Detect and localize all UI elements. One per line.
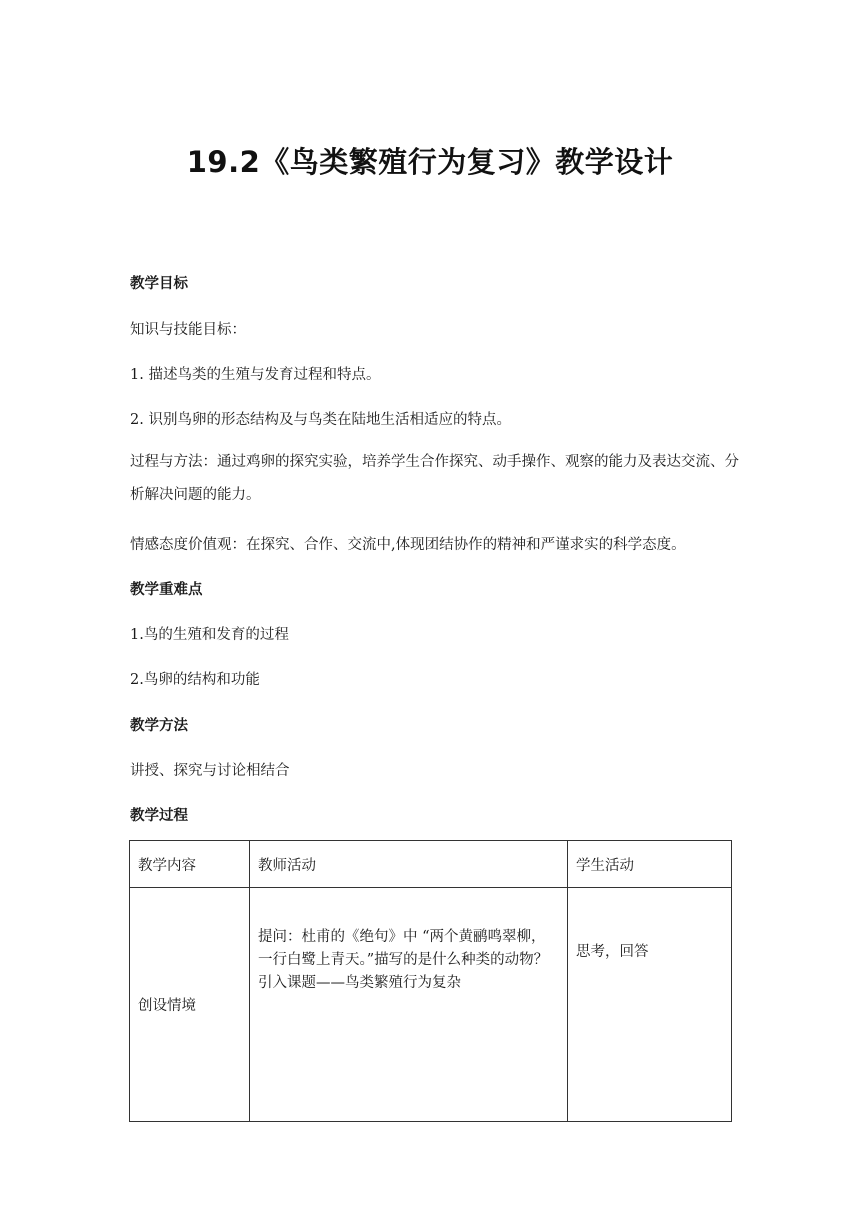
process-heading: 教学过程 xyxy=(130,808,188,824)
attitude-paragraph: 情感态度价值观：在探究、合作、交流中,体现团结协作的精神和严谨求实的科学态度。 xyxy=(130,537,686,553)
process-method-paragraph: 过程与方法：通过鸡卵的探究实验，培养学生合作探究、动手操作、观察的能力及表达交流、分析解决问题的能力。 xyxy=(130,454,739,503)
process-table xyxy=(129,840,732,1122)
objective-item-2: 2. 识别鸟卵的形态结构及与鸟类在陆地生活相适应的特点。 xyxy=(130,412,511,428)
objectives-heading: 教学目标 xyxy=(130,276,188,292)
knowledge-label: 知识与技能目标： xyxy=(130,322,246,338)
method-heading: 教学方法 xyxy=(130,718,188,734)
column-header-content: 教学内容 xyxy=(130,841,250,888)
content-cell: 创设情境 xyxy=(130,888,250,1122)
teacher-activity-cell: 提问：杜甫的《绝句》中 “两个黄鹂鸣翠柳，一行白鹭上青天。”描写的是什么种类的动物？引入课题——鸟类繁殖行为复杂 xyxy=(250,888,568,1122)
key-point-1: 1.鸟的生殖和发育的过程 xyxy=(130,627,289,643)
method-text: 讲授、探究与讨论相结合 xyxy=(130,763,290,779)
column-header-teacher: 教师活动 xyxy=(250,841,568,888)
document-title: 19.2《鸟类繁殖行为复习》教学设计 xyxy=(186,145,674,179)
key-point-2: 2.鸟卵的结构和功能 xyxy=(130,672,260,688)
table-row xyxy=(130,888,732,1122)
key-points-heading: 教学重难点 xyxy=(130,582,203,598)
table-header-row xyxy=(130,841,732,888)
student-activity-cell: 思考，回答 xyxy=(568,888,732,1122)
objective-item-1: 1. 描述鸟类的生殖与发育过程和特点。 xyxy=(130,367,381,383)
column-header-student: 学生活动 xyxy=(568,841,732,888)
